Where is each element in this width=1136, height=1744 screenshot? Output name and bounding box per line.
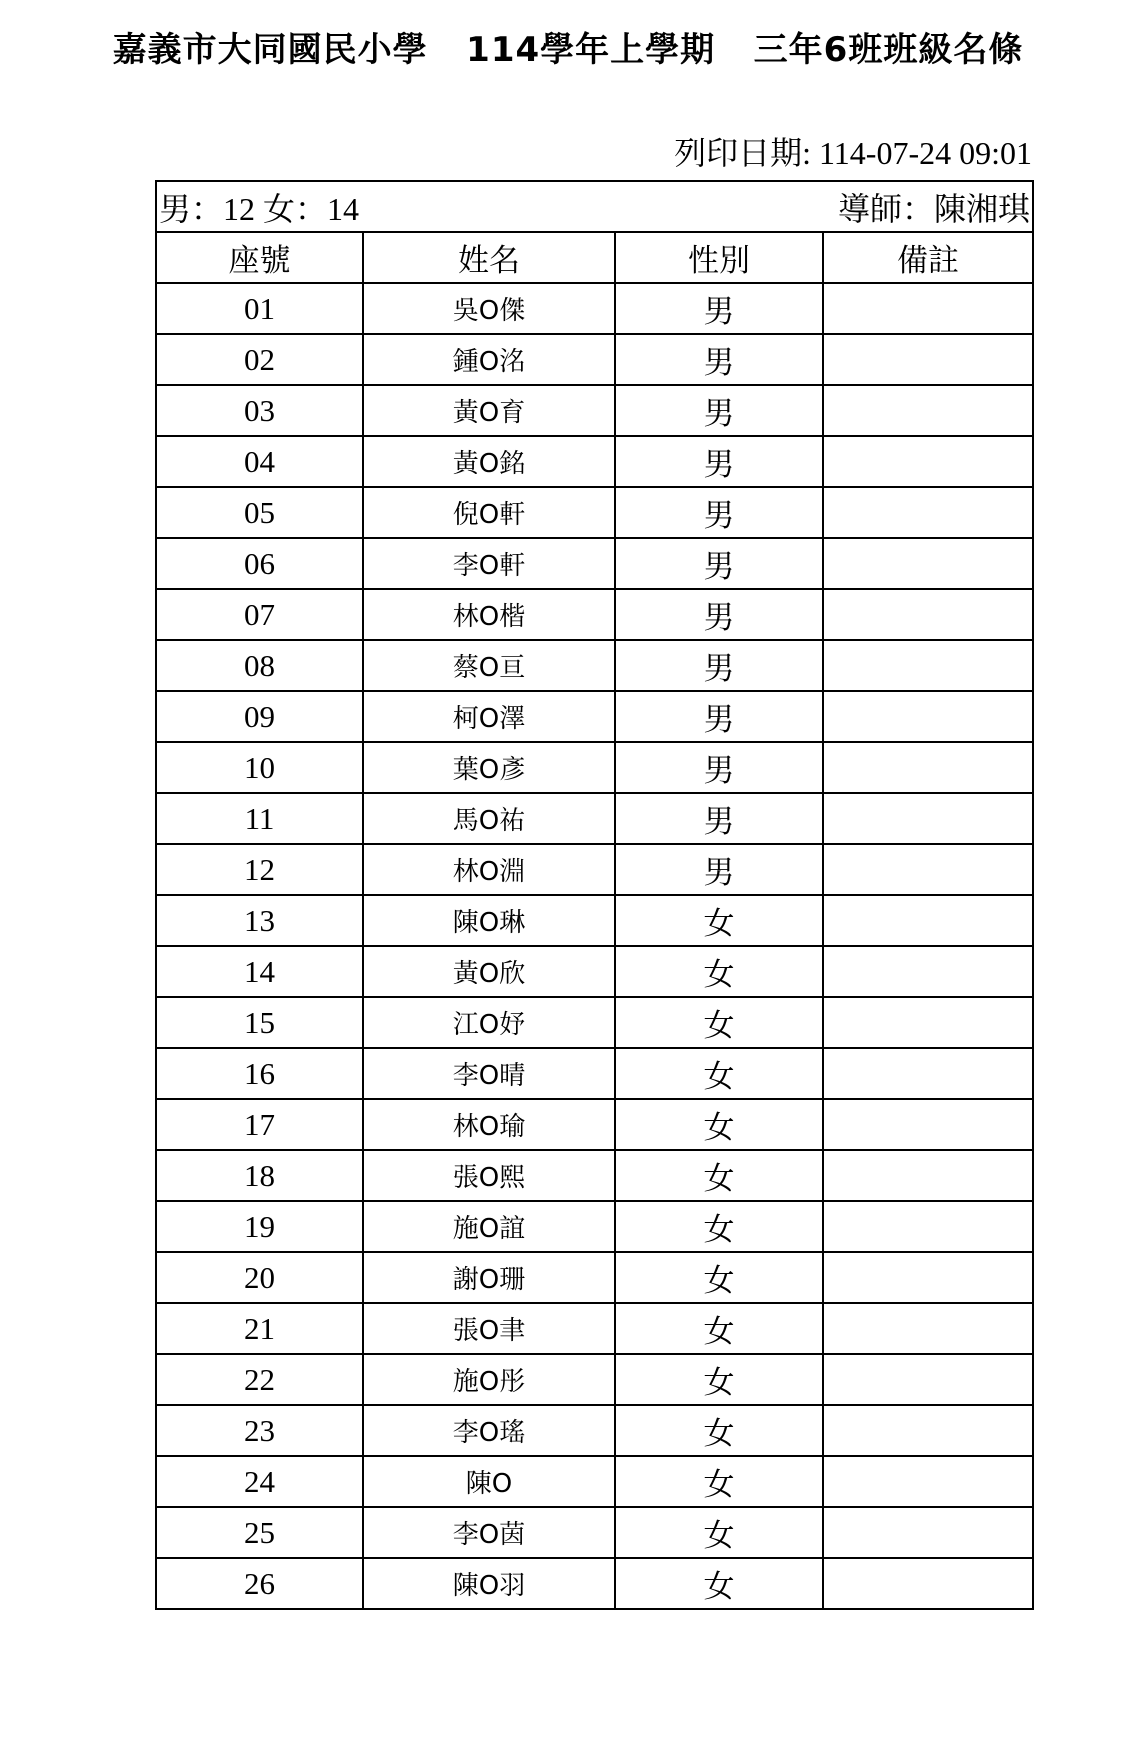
student-name-cell: 陳O琳 [363, 895, 615, 946]
table-row [156, 742, 1033, 793]
gender-cell: 男 [615, 538, 823, 589]
seat-number-cell: 16 [156, 1048, 363, 1099]
note-cell [823, 1456, 1033, 1507]
note-cell [823, 1048, 1033, 1099]
student-name-cell: 李O軒 [363, 538, 615, 589]
student-name-cell: 吳O傑 [363, 283, 615, 334]
print-date: 列印日期: 114-07-24 09:01 [674, 135, 1032, 171]
student-name-cell: 倪O軒 [363, 487, 615, 538]
seat-number-cell: 11 [156, 793, 363, 844]
gender-cell: 女 [615, 895, 823, 946]
table-row [156, 1354, 1033, 1405]
note-cell [823, 1405, 1033, 1456]
table-row [156, 997, 1033, 1048]
student-name-cell: 張O聿 [363, 1303, 615, 1354]
gender-cell: 女 [615, 1354, 823, 1405]
table-row [156, 1252, 1033, 1303]
roster-body [156, 283, 1033, 1609]
gender-cell: 女 [615, 1252, 823, 1303]
gender-cell: 女 [615, 1558, 823, 1609]
student-name-cell: 陳O羽 [363, 1558, 615, 1609]
table-row [156, 1150, 1033, 1201]
seat-number-cell: 06 [156, 538, 363, 589]
note-cell [823, 589, 1033, 640]
seat-number-cell: 22 [156, 1354, 363, 1405]
column-header-seat: 座號 [156, 232, 363, 283]
gender-cell: 女 [615, 997, 823, 1048]
seat-number-cell: 18 [156, 1150, 363, 1201]
table-row [156, 1303, 1033, 1354]
gender-cell: 女 [615, 1201, 823, 1252]
note-cell [823, 1507, 1033, 1558]
table-row [156, 640, 1033, 691]
seat-number-cell: 02 [156, 334, 363, 385]
gender-cell: 女 [615, 1507, 823, 1558]
note-cell [823, 742, 1033, 793]
table-row [156, 283, 1033, 334]
student-name-cell: 江O妤 [363, 997, 615, 1048]
table-row [156, 793, 1033, 844]
table-row [156, 691, 1033, 742]
student-name-cell: 施O誼 [363, 1201, 615, 1252]
table-row [156, 1558, 1033, 1609]
student-name-cell: 李O茵 [363, 1507, 615, 1558]
note-cell [823, 997, 1033, 1048]
student-name-cell: 林O淵 [363, 844, 615, 895]
seat-number-cell: 07 [156, 589, 363, 640]
seat-number-cell: 12 [156, 844, 363, 895]
note-cell [823, 844, 1033, 895]
student-name-cell: 李O晴 [363, 1048, 615, 1099]
gender-cell: 男 [615, 436, 823, 487]
student-name-cell: 馬O祐 [363, 793, 615, 844]
gender-cell: 女 [615, 946, 823, 997]
column-header-gender: 性別 [615, 232, 823, 283]
teacher-name: 導師：陳湘琪 [838, 190, 1031, 227]
gender-cell: 女 [615, 1303, 823, 1354]
note-cell [823, 1201, 1033, 1252]
seat-number-cell: 19 [156, 1201, 363, 1252]
note-cell [823, 1354, 1033, 1405]
student-name-cell: 張O熙 [363, 1150, 615, 1201]
gender-cell: 男 [615, 844, 823, 895]
note-cell [823, 691, 1033, 742]
student-name-cell: 謝O珊 [363, 1252, 615, 1303]
table-row [156, 334, 1033, 385]
gender-cell: 女 [615, 1099, 823, 1150]
seat-number-cell: 23 [156, 1405, 363, 1456]
table-row [156, 436, 1033, 487]
summary-row [156, 181, 1033, 232]
class-roster-table [155, 180, 1034, 1610]
note-cell [823, 1558, 1033, 1609]
seat-number-cell: 13 [156, 895, 363, 946]
gender-cell: 女 [615, 1048, 823, 1099]
student-name-cell: 陳O [363, 1456, 615, 1507]
student-name-cell: 葉O彥 [363, 742, 615, 793]
seat-number-cell: 15 [156, 997, 363, 1048]
gender-cell: 男 [615, 487, 823, 538]
seat-number-cell: 14 [156, 946, 363, 997]
gender-cell: 女 [615, 1405, 823, 1456]
note-cell [823, 895, 1033, 946]
seat-number-cell: 20 [156, 1252, 363, 1303]
table-row [156, 589, 1033, 640]
table-row [156, 1456, 1033, 1507]
note-cell [823, 436, 1033, 487]
summary-cell [156, 181, 1033, 232]
gender-cell: 男 [615, 793, 823, 844]
student-name-cell: 黃O欣 [363, 946, 615, 997]
gender-counts: 男：12 女：14 [159, 190, 360, 227]
student-name-cell: 柯O澤 [363, 691, 615, 742]
seat-number-cell: 05 [156, 487, 363, 538]
seat-number-cell: 26 [156, 1558, 363, 1609]
note-cell [823, 640, 1033, 691]
gender-cell: 女 [615, 1456, 823, 1507]
student-name-cell: 林O楷 [363, 589, 615, 640]
note-cell [823, 1099, 1033, 1150]
student-name-cell: 蔡O亘 [363, 640, 615, 691]
seat-number-cell: 01 [156, 283, 363, 334]
gender-cell: 男 [615, 640, 823, 691]
document-title: 嘉義市大同國民小學 114學年上學期 三年6班班級名條 [112, 30, 1024, 70]
table-row [156, 1405, 1033, 1456]
seat-number-cell: 10 [156, 742, 363, 793]
seat-number-cell: 17 [156, 1099, 363, 1150]
note-cell [823, 1150, 1033, 1201]
note-cell [823, 1252, 1033, 1303]
gender-cell: 男 [615, 334, 823, 385]
student-name-cell: 黃O育 [363, 385, 615, 436]
note-cell [823, 334, 1033, 385]
seat-number-cell: 03 [156, 385, 363, 436]
student-name-cell: 林O瑜 [363, 1099, 615, 1150]
table-row [156, 538, 1033, 589]
table-row [156, 844, 1033, 895]
seat-number-cell: 25 [156, 1507, 363, 1558]
note-cell [823, 487, 1033, 538]
seat-number-cell: 21 [156, 1303, 363, 1354]
table-row [156, 487, 1033, 538]
note-cell [823, 283, 1033, 334]
gender-cell: 女 [615, 1150, 823, 1201]
table-row [156, 1048, 1033, 1099]
gender-cell: 男 [615, 742, 823, 793]
table-row [156, 946, 1033, 997]
gender-cell: 男 [615, 589, 823, 640]
column-header-row [156, 232, 1033, 283]
note-cell [823, 385, 1033, 436]
student-name-cell: 李O瑤 [363, 1405, 615, 1456]
gender-cell: 男 [615, 283, 823, 334]
table-row [156, 1201, 1033, 1252]
student-name-cell: 鍾O洺 [363, 334, 615, 385]
student-name-cell: 黃O銘 [363, 436, 615, 487]
gender-cell: 男 [615, 385, 823, 436]
seat-number-cell: 08 [156, 640, 363, 691]
table-row [156, 1099, 1033, 1150]
student-name-cell: 施O彤 [363, 1354, 615, 1405]
table-row [156, 895, 1033, 946]
table-row [156, 1507, 1033, 1558]
column-header-note: 備註 [823, 232, 1033, 283]
note-cell [823, 1303, 1033, 1354]
note-cell [823, 946, 1033, 997]
seat-number-cell: 24 [156, 1456, 363, 1507]
note-cell [823, 538, 1033, 589]
table-row [156, 385, 1033, 436]
seat-number-cell: 09 [156, 691, 363, 742]
gender-cell: 男 [615, 691, 823, 742]
note-cell [823, 793, 1033, 844]
seat-number-cell: 04 [156, 436, 363, 487]
column-header-name: 姓名 [363, 232, 615, 283]
